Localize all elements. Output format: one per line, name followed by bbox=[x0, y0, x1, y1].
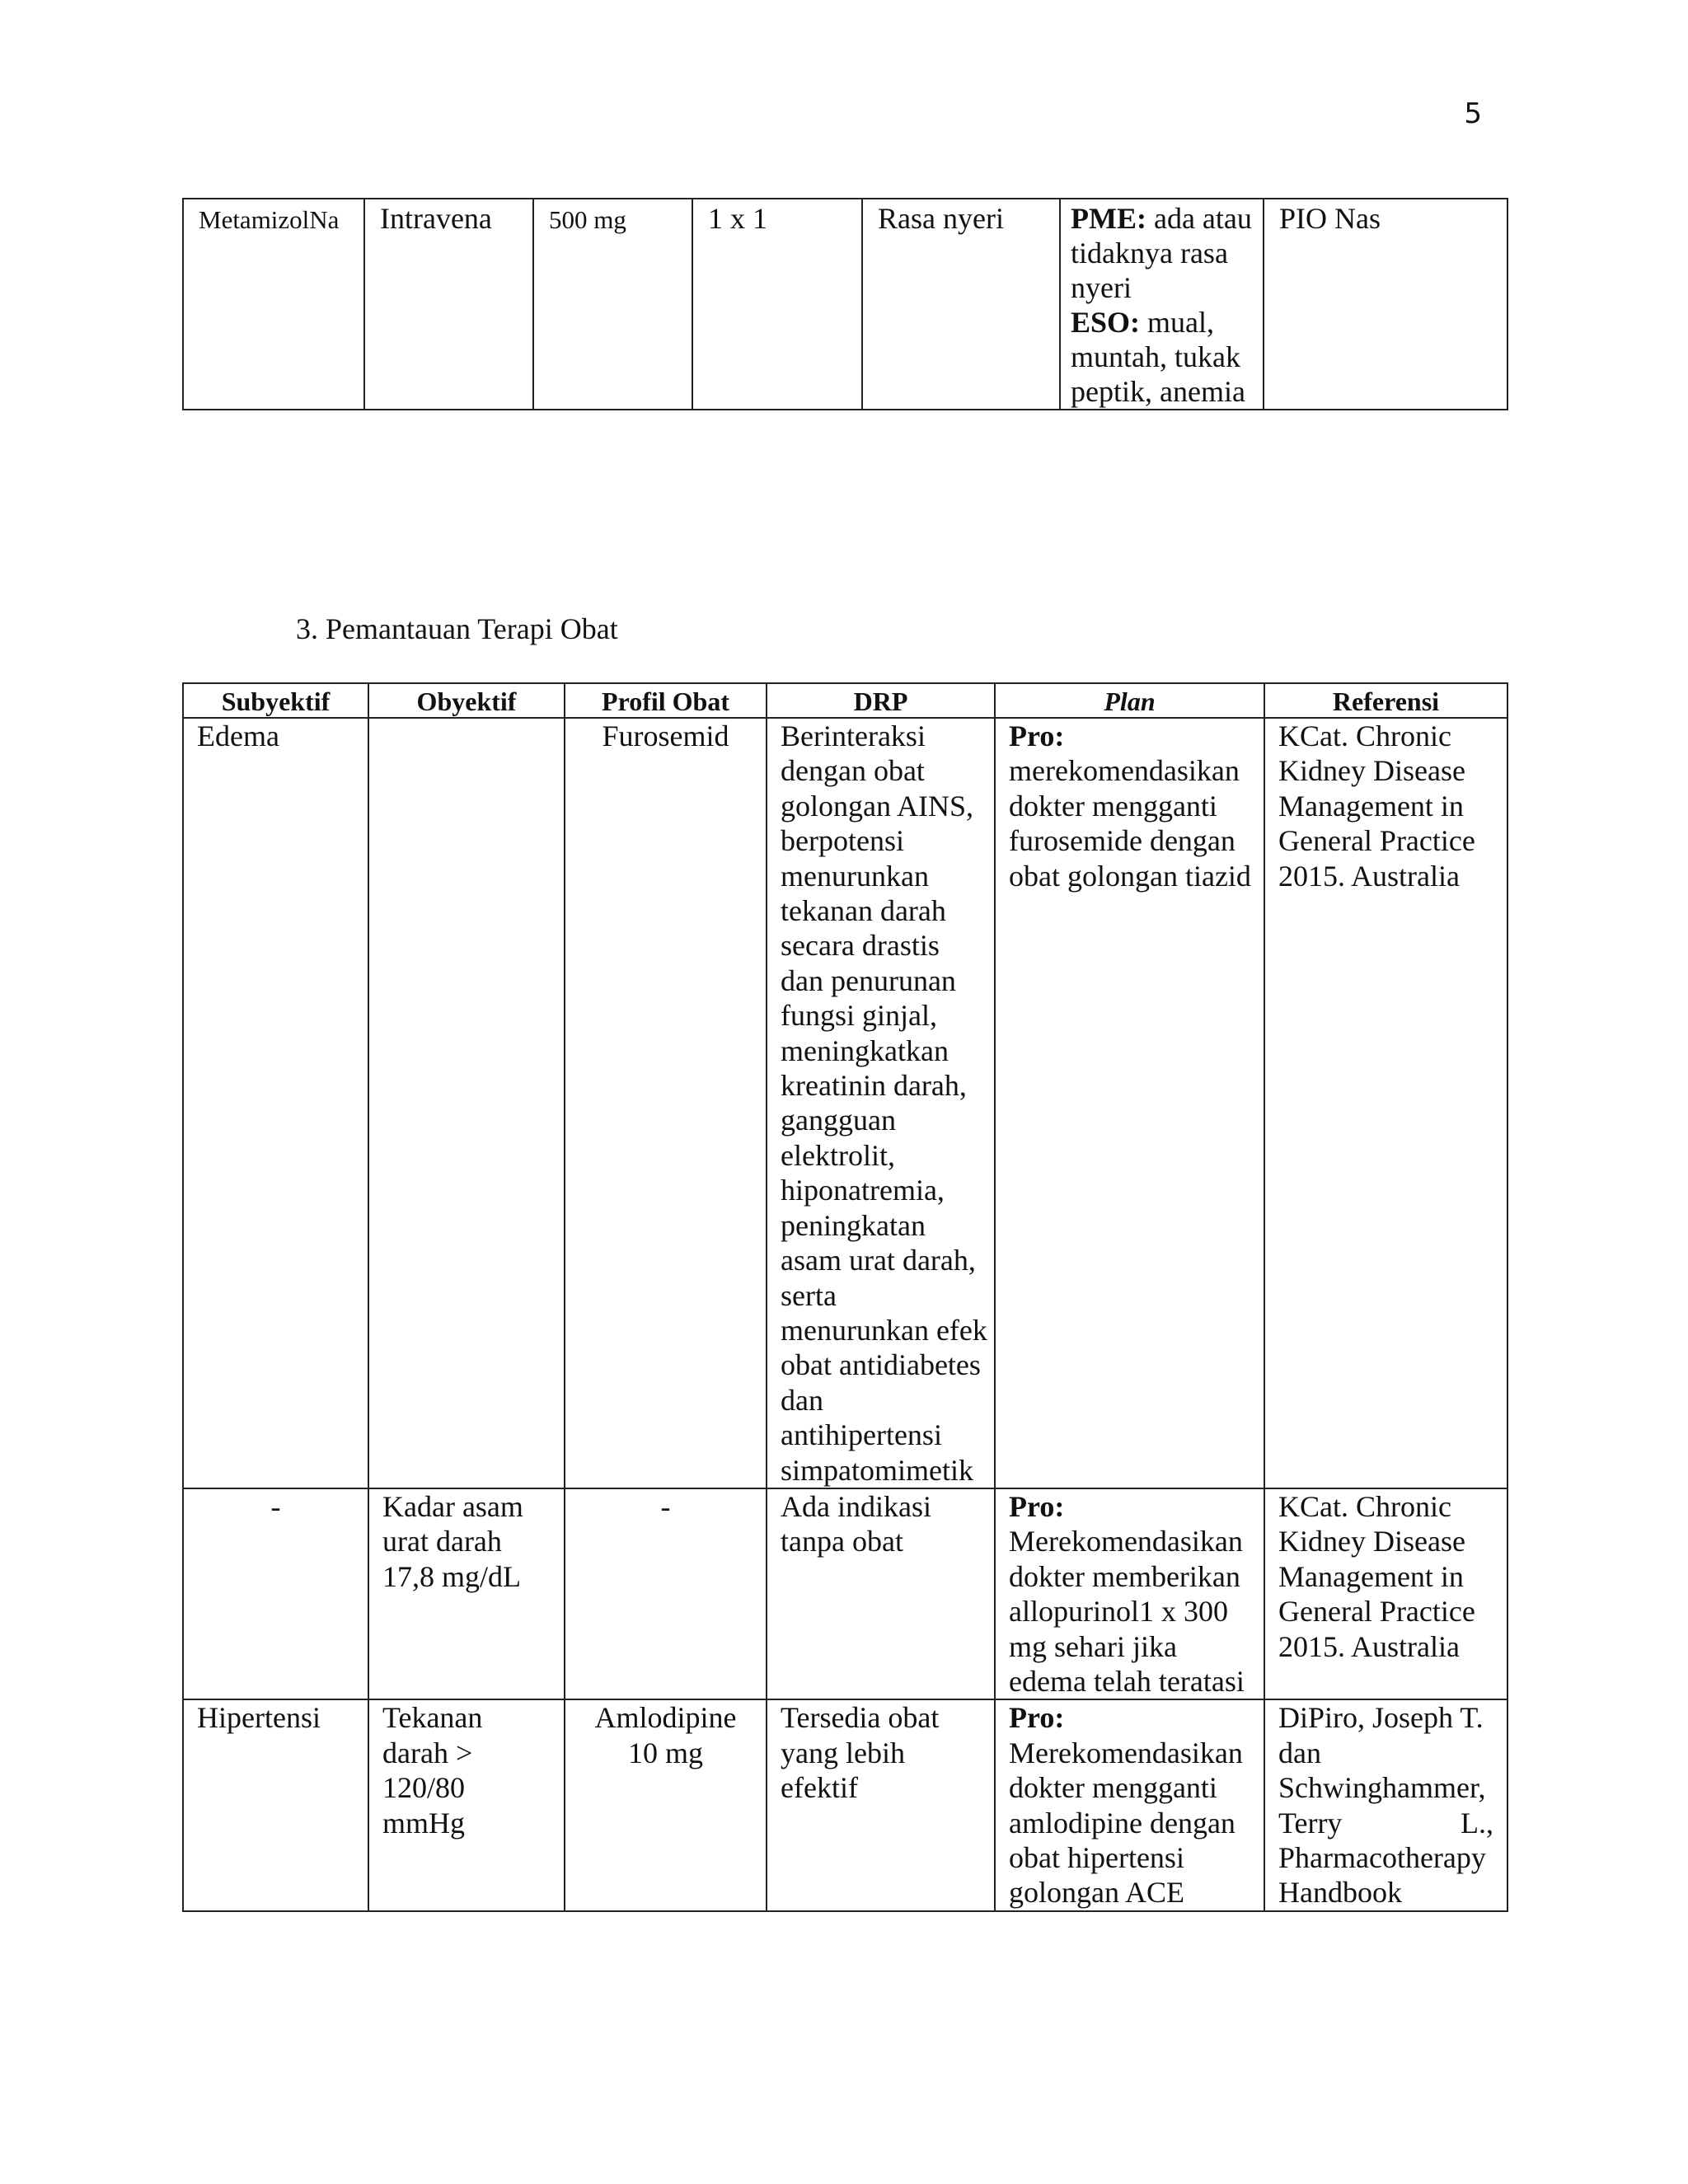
eso-text: mual, muntah, tukak peptik, anemia bbox=[1071, 306, 1245, 408]
cell-drp: Tersedia obat yang lebih efektif bbox=[767, 1699, 995, 1910]
cell-profil-obat: Amlodipine 10 mg bbox=[565, 1699, 767, 1910]
cell-subyektif: Hipertensi bbox=[183, 1699, 368, 1910]
header-plan: Plan bbox=[995, 683, 1264, 718]
header-drp: DRP bbox=[767, 683, 995, 718]
drug-name: MetamizolNa bbox=[183, 199, 364, 410]
table-row bbox=[183, 1699, 1507, 1910]
header-profil-obat: Profil Obat bbox=[565, 683, 767, 718]
cell-drp: Berinteraksi dengan obat golongan AINS, berpotensi menurunkan tekanan darah secara drastis dan penurunan fungsi ginjal, meningkatkan kreatinin darah, gangguan elektrolit, hiponatremia, peningkatan asam urat darah, serta menurunkan efek obat antidiabetes dan antihipertensi simpatomimetik bbox=[767, 718, 995, 1488]
referensi-terry: Terry bbox=[1278, 1806, 1343, 1840]
cell-subyektif: - bbox=[183, 1488, 368, 1699]
section-heading: 3. Pemantauan Terapi Obat bbox=[296, 612, 618, 645]
header-subyektif: Subyektif bbox=[183, 683, 368, 718]
cell-referensi: KCat. Chronic Kidney Disease Management in General Practice 2015. Australia bbox=[1264, 718, 1507, 1488]
cell-obyektif: Tekanan darah > 120/80 mmHg bbox=[368, 1699, 565, 1910]
monitoring-cell bbox=[1060, 199, 1264, 410]
plan-text: Merekomendasikan dokter memberikan allopurinol1 x 300 mg sehari jika edema telah teratasi bbox=[1009, 1525, 1245, 1698]
reference: PIO Nas bbox=[1264, 199, 1507, 410]
cell-profil-obat: - bbox=[565, 1488, 767, 1699]
referensi-line1: DiPiro, Joseph T. dan Schwinghammer, bbox=[1278, 1701, 1486, 1805]
cell-plan bbox=[995, 1699, 1264, 1910]
drug-therapy-monitoring-table bbox=[182, 682, 1508, 1912]
dose: 500 mg bbox=[533, 199, 692, 410]
cell-plan bbox=[995, 1488, 1264, 1699]
plan-label: Pro: bbox=[1009, 1489, 1065, 1523]
cell-referensi bbox=[1264, 1699, 1507, 1910]
referensi-line2 bbox=[1278, 1806, 1493, 1840]
table-row bbox=[183, 199, 1507, 410]
cell-drp: Ada indikasi tanpa obat bbox=[767, 1488, 995, 1699]
header-obyektif: Obyektif bbox=[368, 683, 565, 718]
plan-label: Pro: bbox=[1009, 719, 1065, 752]
cell-obyektif: Kadar asam urat darah 17,8 mg/dL bbox=[368, 1488, 565, 1699]
table-row bbox=[183, 1488, 1507, 1699]
table-row bbox=[183, 718, 1507, 1488]
plan-text: merekomendasikan dokter mengganti furosemide dengan obat golongan tiazid bbox=[1009, 754, 1251, 893]
referensi-line3: Pharmacotherapy Handbook bbox=[1278, 1841, 1486, 1910]
frequency: 1 x 1 bbox=[692, 199, 862, 410]
cell-referensi: KCat. Chronic Kidney Disease Management in General Practice 2015. Australia bbox=[1264, 1488, 1507, 1699]
page-number: 5 bbox=[1464, 97, 1482, 130]
referensi-l: L., bbox=[1461, 1806, 1493, 1840]
table-header-row bbox=[183, 683, 1507, 718]
cell-subyektif: Edema bbox=[183, 718, 368, 1488]
cell-obyektif bbox=[368, 718, 565, 1488]
plan-label: Pro: bbox=[1009, 1701, 1065, 1735]
header-referensi: Referensi bbox=[1264, 683, 1507, 718]
indication: Rasa nyeri bbox=[862, 199, 1060, 410]
cell-plan bbox=[995, 718, 1264, 1488]
pme-label: PME: bbox=[1071, 202, 1146, 235]
medication-table bbox=[182, 198, 1508, 410]
cell-profil-obat: Furosemid bbox=[565, 718, 767, 1488]
eso-label: ESO: bbox=[1071, 306, 1141, 339]
plan-text: Merekomendasikan dokter mengganti amlodipine dengan obat hipertensi golongan ACE bbox=[1009, 1736, 1243, 1910]
route: Intravena bbox=[364, 199, 533, 410]
pme-text: ada atau tidaknya rasa nyeri bbox=[1071, 202, 1252, 304]
